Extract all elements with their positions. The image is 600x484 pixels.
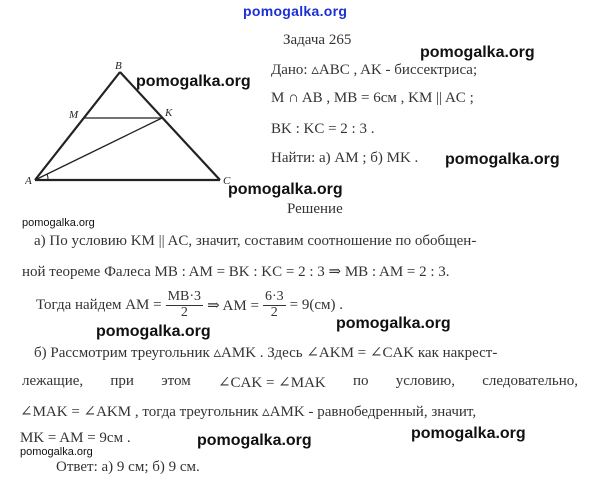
fraction-2-denominator: 2 <box>270 304 278 320</box>
fraction-2-numerator: 6·3 <box>264 289 284 304</box>
part-a-calc <box>36 290 343 320</box>
word: при <box>110 373 134 389</box>
word: следовательно, <box>482 373 578 389</box>
word: этом <box>161 373 191 389</box>
label-k: K <box>165 107 173 119</box>
fraction-mb3-over-2 <box>166 290 203 320</box>
part-a-line-2: ной теореме Фалеса MB : AM = BK : KC = 2 : 3 ⇒ MB : AM = 2 : 3. <box>22 264 450 280</box>
label-b: B <box>115 60 122 72</box>
word: ∠CAK = ∠MAK <box>217 375 326 391</box>
watermark-link-5[interactable]: pomogalka.org <box>96 323 211 340</box>
watermark-small-2[interactable]: pomogalka.org <box>20 446 93 458</box>
side-ab <box>35 72 120 180</box>
part-a-line-1: а) По условию KM || AC, значит, составим соотношение по обобщен- <box>34 233 477 249</box>
label-c: C <box>223 175 231 187</box>
watermark-link-8[interactable]: pomogalka.org <box>411 425 526 442</box>
word: лежащие, <box>22 373 84 389</box>
given-line-2: M ∩ AB , MB = 6см , KM || AC ; <box>271 90 474 106</box>
top-watermark[interactable]: pomogalka.org <box>243 3 348 19</box>
word: условию, <box>395 373 456 389</box>
fraction-63-over-2 <box>263 290 286 320</box>
find-line: Найти: а) AM ; б) MK . <box>271 150 419 166</box>
watermark-link-2[interactable]: pomogalka.org <box>136 73 251 90</box>
fraction-1-numerator: MB·3 <box>167 289 202 304</box>
label-m: M <box>69 109 79 121</box>
answer-line: Ответ: а) 9 см; б) 9 см. <box>56 459 200 475</box>
given-line-1: Дано: ▵ABC , AK - биссектриса; <box>271 62 478 78</box>
label-a: A <box>25 175 32 187</box>
solution-title: Решение <box>287 201 343 217</box>
problem-title: Задача 265 <box>283 32 352 48</box>
part-b-line-3: ∠MAK = ∠AKM , тогда треугольник ▵AMK - равнобедренный, значит, <box>20 404 477 420</box>
calc-suffix: = 9(см) . <box>289 296 343 313</box>
watermark-link-6[interactable]: pomogalka.org <box>336 315 451 332</box>
watermark-link-7[interactable]: pomogalka.org <box>197 432 312 449</box>
watermark-link-1[interactable]: pomogalka.org <box>420 44 535 61</box>
watermark-small-1[interactable]: pomogalka.org <box>22 217 95 229</box>
word: по <box>353 373 369 389</box>
part-b-line-1: б) Рассмотрим треугольник ▵AMK . Здесь ∠AKM = ∠CAK как накрест- <box>34 345 498 361</box>
bisector-ak <box>35 118 162 180</box>
fraction-1-denominator: 2 <box>180 304 188 320</box>
part-b-line-2 <box>22 373 578 392</box>
calc-prefix: Тогда найдем AM = <box>36 296 162 313</box>
calc-mid: ⇒ AM = <box>207 297 259 314</box>
watermark-link-4[interactable]: pomogalka.org <box>228 181 343 198</box>
watermark-link-3[interactable]: pomogalka.org <box>445 151 560 168</box>
part-b-line-4: MK = AM = 9см . <box>20 430 131 446</box>
given-line-3: BK : KC = 2 : 3 . <box>271 121 375 137</box>
